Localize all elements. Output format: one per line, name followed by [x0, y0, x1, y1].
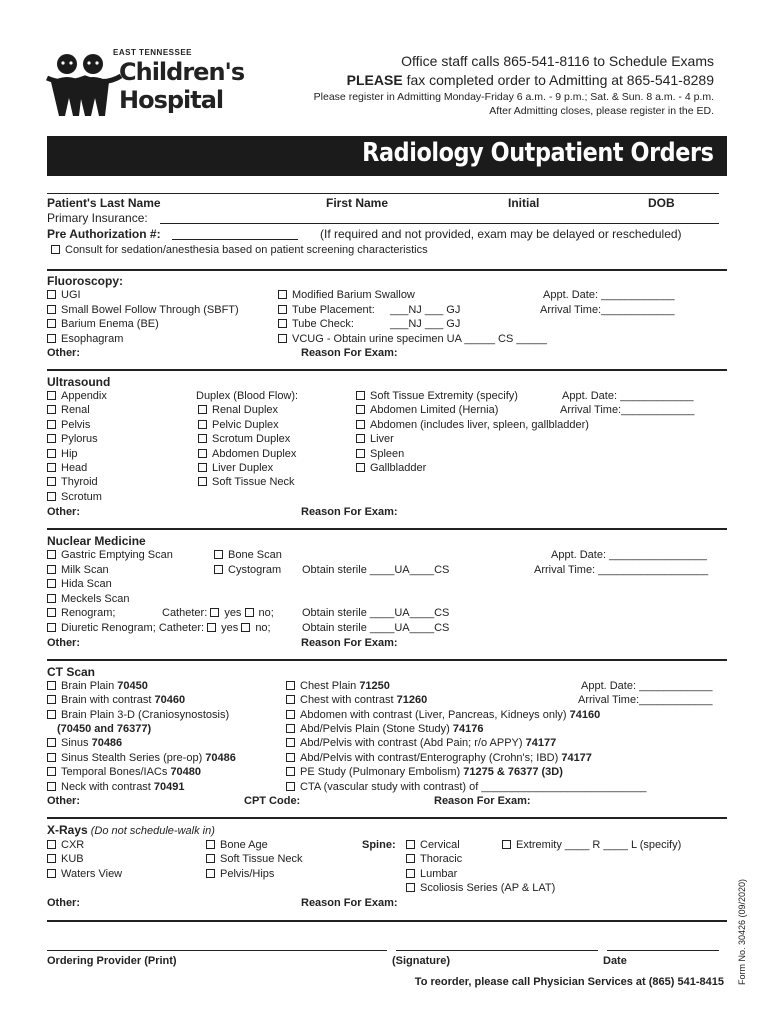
- nm-gastric[interactable]: [47, 549, 173, 561]
- checkbox-icon[interactable]: [47, 840, 56, 849]
- ct-abdomen-contrast[interactable]: [286, 709, 600, 721]
- checkbox-icon[interactable]: [47, 477, 56, 486]
- xray-lumbar-label: Lumbar: [420, 868, 458, 880]
- checkbox-icon[interactable]: [278, 334, 287, 343]
- ct-abd-pelvis-appy-code: 74177: [525, 737, 557, 749]
- patient-dob-label: DOB: [648, 196, 675, 210]
- date-label: Date: [603, 955, 627, 967]
- patient-name-line: [47, 193, 719, 194]
- ct-abd-pelvis-entero[interactable]: [286, 752, 592, 764]
- checkbox-icon[interactable]: [51, 245, 60, 254]
- children-figures-icon: [45, 52, 125, 122]
- us-abdomen[interactable]: [356, 419, 589, 431]
- header-register-hours: Please register in Admitting Monday-Friday 6 a.m. - 9 p.m.; Sat. & Sun. 8 a.m. - 4 p.m.: [313, 91, 714, 103]
- ct-abdomen-contrast-label: Abdomen with contrast (Liver, Pancreas, Kidneys only): [300, 709, 570, 721]
- checkbox-icon[interactable]: [356, 391, 365, 400]
- consult-sedation-option[interactable]: [51, 244, 428, 256]
- checkbox-icon[interactable]: [406, 854, 415, 863]
- checkbox-icon[interactable]: [47, 434, 56, 443]
- checkbox-icon[interactable]: [286, 782, 295, 791]
- xray-cervical[interactable]: [406, 839, 460, 851]
- ct-abd-pelvis-plain-code: 74176: [452, 723, 484, 735]
- us-gallbladder-label: Gallbladder: [370, 462, 427, 474]
- xray-cxr[interactable]: [47, 839, 84, 851]
- nm-no-label: no;: [258, 607, 274, 619]
- nm-renogram-label: Renogram;: [61, 607, 116, 619]
- checkbox-icon[interactable]: [356, 434, 365, 443]
- xray-note: (Do not schedule-walk in): [90, 825, 215, 837]
- ct-divider: [47, 659, 727, 661]
- xray-reason-label: Reason For Exam:: [301, 897, 398, 909]
- nm-obtain-sterile-3: Obtain sterile ____UA____CS: [302, 622, 450, 634]
- xray-header: [47, 823, 215, 837]
- nm-diuretic-label: Diuretic Renogram; Catheter:: [61, 622, 205, 634]
- ct-brain-plain-code: 70450: [117, 680, 148, 692]
- us-thyroid-label: Thyroid: [61, 476, 98, 488]
- hospital-logo: [45, 48, 245, 128]
- ct-cta-label: CTA (vascular study with contrast) of ___________________________: [300, 781, 647, 793]
- us-head[interactable]: [47, 462, 87, 474]
- checkbox-icon[interactable]: [47, 319, 56, 328]
- xray-waters[interactable]: [47, 868, 122, 880]
- checkbox-icon[interactable]: [286, 767, 295, 776]
- fluoro-mbs[interactable]: [278, 289, 415, 301]
- fluoro-tube-check[interactable]: [278, 318, 354, 330]
- us-reason-label: Reason For Exam:: [301, 506, 398, 518]
- fluoro-tube-check-label: Tube Check:: [292, 318, 354, 330]
- us-soft-tissue-neck[interactable]: [198, 476, 295, 488]
- xray-waters-label: Waters View: [61, 868, 123, 880]
- provider-print-line[interactable]: [47, 950, 387, 951]
- checkbox-icon[interactable]: [214, 550, 223, 559]
- checkbox-icon[interactable]: [278, 319, 287, 328]
- fluoro-reason-label: Reason For Exam:: [301, 347, 398, 359]
- us-scrotum[interactable]: [47, 491, 102, 503]
- ct-title: CT Scan: [47, 665, 96, 679]
- fluoro-esophagram-label: Esophagram: [61, 333, 124, 345]
- checkbox-icon[interactable]: [278, 305, 287, 314]
- ct-chest-plain[interactable]: [286, 680, 390, 692]
- ct-appt-date[interactable]: Appt. Date: ____________: [581, 680, 713, 692]
- checkbox-icon[interactable]: [241, 623, 250, 632]
- us-abdomen-limited-label: Abdomen Limited (Hernia): [370, 404, 499, 416]
- ct-sinus-stealth-label: Sinus Stealth Series (pre-op): [61, 752, 206, 764]
- fluoro-vcug-label: VCUG - Obtain urine specimen UA _____ CS _____: [292, 333, 547, 345]
- checkbox-icon[interactable]: [47, 334, 56, 343]
- checkbox-icon[interactable]: [406, 840, 415, 849]
- fluoro-other-label: Other:: [47, 347, 80, 359]
- footer-divider: [47, 920, 727, 922]
- fluoro-title: Fluoroscopy:: [47, 274, 124, 288]
- fluoro-ugi[interactable]: [47, 289, 81, 301]
- ct-abd-pelvis-appy[interactable]: [286, 737, 556, 749]
- us-head-label: Head: [61, 462, 88, 474]
- us-pylorus-label: Pylorus: [61, 433, 98, 445]
- ct-brain-plain-label: Brain Plain: [61, 680, 118, 692]
- preauth-note: (If required and not provided, exam may be delayed or rescheduled): [320, 227, 682, 241]
- checkbox-icon[interactable]: [47, 623, 56, 632]
- ct-chest-plain-code: 71250: [359, 680, 390, 692]
- xray-spine-label: Spine:: [362, 839, 396, 851]
- xray-thoracic[interactable]: [406, 853, 462, 865]
- ct-abd-pelvis-appy-label: Abd/Pelvis with contrast (Abd Pain; r/o APPY): [300, 737, 526, 749]
- us-arrival-time[interactable]: Arrival Time:____________: [560, 404, 695, 416]
- nm-yes-label: yes: [224, 607, 242, 619]
- nm-diuretic[interactable]: [47, 622, 271, 634]
- checkbox-icon[interactable]: [47, 869, 56, 878]
- us-pelvis[interactable]: [47, 419, 90, 431]
- preauth-label: Pre Authorization #:: [47, 227, 161, 241]
- xray-lumbar[interactable]: [406, 868, 457, 880]
- logo-name-line1: Children's: [119, 58, 245, 86]
- checkbox-icon[interactable]: [245, 608, 254, 617]
- xray-divider: [47, 817, 727, 819]
- header-fax-line: [347, 72, 714, 88]
- xray-cxr-label: CXR: [61, 839, 85, 851]
- nm-milk-label: Milk Scan: [61, 564, 109, 576]
- consult-sedation-label: Consult for sedation/anesthesia based on patient screening characteristics: [65, 244, 428, 256]
- checkbox-icon[interactable]: [47, 738, 56, 747]
- checkbox-icon[interactable]: [214, 565, 223, 574]
- us-title: Ultrasound: [47, 375, 111, 389]
- nm-meckels[interactable]: [47, 593, 129, 605]
- us-appt-date[interactable]: Appt. Date: ____________: [562, 390, 694, 402]
- fluoro-tube-check-type[interactable]: ___NJ ___ GJ: [390, 318, 461, 330]
- checkbox-icon[interactable]: [206, 869, 215, 878]
- us-soft-tissue-extremity-label: Soft Tissue Extremity (specify): [370, 390, 518, 402]
- checkbox-icon[interactable]: [286, 695, 295, 704]
- us-renal-label: Renal: [61, 404, 90, 416]
- us-soft-tissue-extremity[interactable]: [356, 390, 518, 402]
- nm-cystogram[interactable]: [214, 564, 281, 576]
- us-renal-duplex[interactable]: [198, 404, 278, 416]
- ct-brain-contrast[interactable]: [47, 694, 185, 706]
- nm-catheter-label: Catheter:: [162, 607, 208, 619]
- ct-brain-contrast-code: 70460: [154, 694, 186, 706]
- ct-sinus-stealth[interactable]: [47, 752, 236, 764]
- xray-scoliosis-label: Scoliosis Series (AP & LAT): [420, 882, 556, 894]
- xray-extremity[interactable]: [502, 839, 681, 851]
- xray-kub[interactable]: [47, 853, 84, 865]
- ct-chest-plain-label: Chest Plain: [300, 680, 360, 692]
- fluoro-ugi-label: UGI: [61, 289, 81, 301]
- nm-divider: [47, 528, 727, 530]
- nm-milk[interactable]: [47, 564, 109, 576]
- fluoro-esophagram[interactable]: [47, 333, 123, 345]
- xray-bone-age[interactable]: [206, 839, 268, 851]
- us-pelvis-label: Pelvis: [61, 419, 91, 431]
- fluoro-divider: [47, 269, 727, 271]
- checkbox-icon[interactable]: [47, 492, 56, 501]
- nm-bone-scan-label: Bone Scan: [228, 549, 282, 561]
- ct-temporal-bones-label: Temporal Bones/IACs: [61, 766, 171, 778]
- checkbox-icon[interactable]: [47, 782, 56, 791]
- xray-pelvis-hips[interactable]: [206, 868, 274, 880]
- checkbox-icon[interactable]: [356, 420, 365, 429]
- header-schedule-line: Office staff calls 865-541-8116 to Schedule Exams: [401, 53, 714, 69]
- fluoro-arrival-time[interactable]: Arrival Time:____________: [540, 304, 675, 316]
- checkbox-icon[interactable]: [198, 434, 207, 443]
- fluoro-appt-date[interactable]: Appt. Date: ____________: [543, 289, 675, 301]
- checkbox-icon[interactable]: [47, 854, 56, 863]
- ct-brain-contrast-label: Brain with contrast: [61, 694, 155, 706]
- xray-pelvis-hips-label: Pelvis/Hips: [220, 868, 275, 880]
- ct-sinus-label: Sinus: [61, 737, 92, 749]
- nm-title: Nuclear Medicine: [47, 534, 146, 548]
- us-other-label: Other:: [47, 506, 80, 518]
- fluoro-be-label: Barium Enema (BE): [61, 318, 159, 330]
- primary-insurance-field[interactable]: [160, 223, 719, 224]
- checkbox-icon[interactable]: [47, 550, 56, 559]
- ct-other-label: Other:: [47, 795, 80, 807]
- ct-brain-plain[interactable]: [47, 680, 148, 692]
- ct-reason-label: Reason For Exam:: [434, 795, 531, 807]
- checkbox-icon[interactable]: [47, 391, 56, 400]
- ct-pe-study-label: PE Study (Pulmonary Embolism): [300, 766, 464, 778]
- us-spleen[interactable]: [356, 448, 404, 460]
- ct-neck-contrast-label: Neck with contrast: [61, 781, 154, 793]
- fluoro-sbft[interactable]: [47, 304, 239, 316]
- ct-brain-3d-label: Brain Plain 3-D (Craniosynostosis): [61, 709, 230, 721]
- checkbox-icon[interactable]: [207, 623, 216, 632]
- checkbox-icon[interactable]: [406, 869, 415, 878]
- us-gallbladder[interactable]: [356, 462, 426, 474]
- checkbox-icon[interactable]: [47, 594, 56, 603]
- us-pylorus[interactable]: [47, 433, 98, 445]
- nm-bone-scan[interactable]: [214, 549, 282, 561]
- checkbox-icon[interactable]: [47, 753, 56, 762]
- ct-pe-study-code: 71275 & 76377 (3D): [463, 766, 563, 778]
- us-pelvic-duplex[interactable]: [198, 419, 279, 431]
- checkbox-icon[interactable]: [47, 449, 56, 458]
- checkbox-icon[interactable]: [47, 681, 56, 690]
- xray-soft-tissue-neck-label: Soft Tissue Neck: [220, 853, 303, 865]
- fluoro-vcug[interactable]: [278, 333, 547, 345]
- form-number: Form No. 30426 (09/2020): [737, 878, 747, 985]
- nm-cystogram-label: Cystogram: [228, 564, 282, 576]
- header-ed-note: After Admitting closes, please register in the ED.: [489, 105, 714, 117]
- checkbox-icon[interactable]: [47, 405, 56, 414]
- patient-first-name-label: First Name: [326, 196, 389, 210]
- us-liver-label: Liver: [370, 433, 394, 445]
- ct-arrival-time[interactable]: Arrival Time:____________: [578, 694, 713, 706]
- us-duplex-label: Duplex (Blood Flow):: [196, 390, 299, 402]
- checkbox-icon[interactable]: [47, 290, 56, 299]
- checkbox-icon[interactable]: [406, 883, 415, 892]
- checkbox-icon[interactable]: [47, 608, 56, 617]
- nm-hida[interactable]: [47, 578, 112, 590]
- checkbox-icon[interactable]: [47, 565, 56, 574]
- checkbox-icon[interactable]: [502, 840, 511, 849]
- xray-bone-age-label: Bone Age: [220, 839, 268, 851]
- nm-yes-label: yes: [221, 622, 239, 634]
- nm-obtain-sterile-2: Obtain sterile ____UA____CS: [302, 607, 450, 619]
- ct-brain-3d[interactable]: [47, 709, 229, 721]
- us-renal-duplex-label: Renal Duplex: [212, 404, 279, 416]
- nm-gastric-label: Gastric Emptying Scan: [61, 549, 173, 561]
- title-bar: [47, 136, 727, 176]
- date-line[interactable]: [607, 950, 719, 951]
- ct-neck-contrast-code: 70491: [153, 781, 185, 793]
- ct-abdomen-contrast-code: 74160: [569, 709, 601, 721]
- logo-name-line2: Hospital: [119, 86, 224, 114]
- us-liver-duplex[interactable]: [198, 462, 273, 474]
- checkbox-icon[interactable]: [206, 840, 215, 849]
- checkbox-icon[interactable]: [198, 405, 207, 414]
- checkbox-icon[interactable]: [198, 449, 207, 458]
- xray-extremity-label: Extremity ____ R ____ L (specify): [516, 839, 682, 851]
- xray-soft-tissue-neck[interactable]: [206, 853, 303, 865]
- ct-cta[interactable]: [286, 781, 647, 793]
- us-abdomen-duplex[interactable]: [198, 448, 296, 460]
- us-soft-tissue-neck-label: Soft Tissue Neck: [212, 476, 295, 488]
- us-renal[interactable]: [47, 404, 90, 416]
- xray-thoracic-label: Thoracic: [420, 853, 463, 865]
- nm-hida-label: Hida Scan: [61, 578, 112, 590]
- ct-temporal-bones-code: 70480: [170, 766, 202, 778]
- nm-other-label: Other:: [47, 637, 80, 649]
- us-liver-duplex-label: Liver Duplex: [212, 462, 274, 474]
- checkbox-icon[interactable]: [47, 305, 56, 314]
- fluoro-tube-placement-type[interactable]: ___NJ ___ GJ: [390, 304, 461, 316]
- fluoro-tube-placement-label: Tube Placement:: [292, 304, 375, 316]
- checkbox-icon[interactable]: [286, 753, 295, 762]
- checkbox-icon[interactable]: [278, 290, 287, 299]
- signature-line[interactable]: [396, 950, 598, 951]
- ct-abd-pelvis-entero-label: Abd/Pelvis with contrast/Enterography (Crohn's; IBD): [300, 752, 562, 764]
- xray-kub-label: KUB: [61, 853, 84, 865]
- checkbox-icon[interactable]: [286, 710, 295, 719]
- checkbox-icon[interactable]: [47, 579, 56, 588]
- us-abdomen-duplex-label: Abdomen Duplex: [212, 448, 297, 460]
- nm-meckels-label: Meckels Scan: [61, 593, 130, 605]
- preauth-field[interactable]: [172, 239, 298, 240]
- checkbox-icon[interactable]: [198, 463, 207, 472]
- fluoro-mbs-label: Modified Barium Swallow: [292, 289, 415, 301]
- provider-print-label: Ordering Provider (Print): [47, 955, 177, 967]
- ct-chest-contrast-label: Chest with contrast: [300, 694, 397, 706]
- checkbox-icon[interactable]: [47, 463, 56, 472]
- nm-renogram[interactable]: [47, 607, 115, 619]
- ct-abd-pelvis-entero-code: 74177: [561, 752, 592, 764]
- us-spleen-label: Spleen: [370, 448, 405, 460]
- xray-other-label: Other:: [47, 897, 80, 909]
- xray-cervical-label: Cervical: [420, 839, 460, 851]
- checkbox-icon[interactable]: [198, 477, 207, 486]
- ct-chest-contrast[interactable]: [286, 694, 427, 706]
- patient-last-name-label: Patient's Last Name: [47, 196, 161, 210]
- nm-arrival-time[interactable]: Arrival Time: __________________: [534, 564, 709, 576]
- nm-no-label: no;: [255, 622, 271, 634]
- us-hip[interactable]: [47, 448, 78, 460]
- checkbox-icon[interactable]: [210, 608, 219, 617]
- signature-label: (Signature): [392, 955, 451, 967]
- nm-renogram-catheter: [162, 607, 274, 619]
- page-title: Radiology Outpatient Orders: [361, 138, 713, 168]
- ct-chest-contrast-code: 71260: [396, 694, 428, 706]
- checkbox-icon[interactable]: [47, 420, 56, 429]
- checkbox-icon[interactable]: [286, 724, 295, 733]
- us-appendix[interactable]: [47, 390, 107, 402]
- fluoro-sbft-label: Small Bowel Follow Through (SBFT): [61, 304, 239, 316]
- us-scrotum-duplex[interactable]: [198, 433, 290, 445]
- checkbox-icon[interactable]: [206, 854, 215, 863]
- ct-cpt-label: CPT Code:: [244, 795, 301, 807]
- ct-pe-study[interactable]: [286, 766, 563, 778]
- ct-sinus-stealth-code: 70486: [205, 752, 236, 764]
- ct-sinus[interactable]: [47, 737, 122, 749]
- fluoro-tube-placement[interactable]: [278, 304, 375, 316]
- us-scrotum-label: Scrotum: [61, 491, 102, 503]
- header-please: PLEASE: [346, 72, 403, 88]
- xray-title: X-Rays: [47, 823, 88, 837]
- checkbox-icon[interactable]: [198, 420, 207, 429]
- header-fax-text: fax completed order to Admitting at 865-541-8289: [402, 72, 714, 88]
- ct-neck-contrast[interactable]: [47, 781, 185, 793]
- xray-scoliosis[interactable]: [406, 882, 555, 894]
- us-abdomen-label: Abdomen (includes liver, spleen, gallbladder): [370, 419, 589, 431]
- checkbox-icon[interactable]: [286, 738, 295, 747]
- fluoro-be[interactable]: [47, 318, 159, 330]
- ct-temporal-bones[interactable]: [47, 766, 201, 778]
- us-thyroid[interactable]: [47, 476, 98, 488]
- us-scrotum-duplex-label: Scrotum Duplex: [212, 433, 291, 445]
- patient-initial-label: Initial: [508, 196, 540, 210]
- nm-appt-date[interactable]: Appt. Date: ________________: [551, 549, 707, 561]
- us-divider: [47, 369, 727, 371]
- checkbox-icon[interactable]: [47, 695, 56, 704]
- us-pelvic-duplex-label: Pelvic Duplex: [212, 419, 279, 431]
- us-liver[interactable]: [356, 433, 394, 445]
- nm-obtain-sterile-1: Obtain sterile ____UA____CS: [302, 564, 450, 576]
- checkbox-icon[interactable]: [356, 463, 365, 472]
- ct-abd-pelvis-plain[interactable]: [286, 723, 483, 735]
- reorder-note: To reorder, please call Physician Services at (865) 541-8415: [414, 976, 724, 988]
- us-appendix-label: Appendix: [61, 390, 107, 402]
- us-hip-label: Hip: [61, 448, 78, 460]
- checkbox-icon[interactable]: [286, 681, 295, 690]
- ct-brain-3d-codes: (70450 and 76377): [57, 723, 152, 735]
- nm-reason-label: Reason For Exam:: [301, 637, 398, 649]
- checkbox-icon[interactable]: [356, 405, 365, 414]
- checkbox-icon[interactable]: [356, 449, 365, 458]
- primary-insurance-label: Primary Insurance:: [47, 211, 148, 225]
- logo-org-top: EAST TENNESSEE: [113, 48, 193, 57]
- ct-abd-pelvis-plain-label: Abd/Pelvis Plain (Stone Study): [300, 723, 453, 735]
- ct-sinus-code: 70486: [91, 737, 123, 749]
- us-abdomen-limited[interactable]: [356, 404, 498, 416]
- checkbox-icon[interactable]: [47, 710, 56, 719]
- checkbox-icon[interactable]: [47, 767, 56, 776]
